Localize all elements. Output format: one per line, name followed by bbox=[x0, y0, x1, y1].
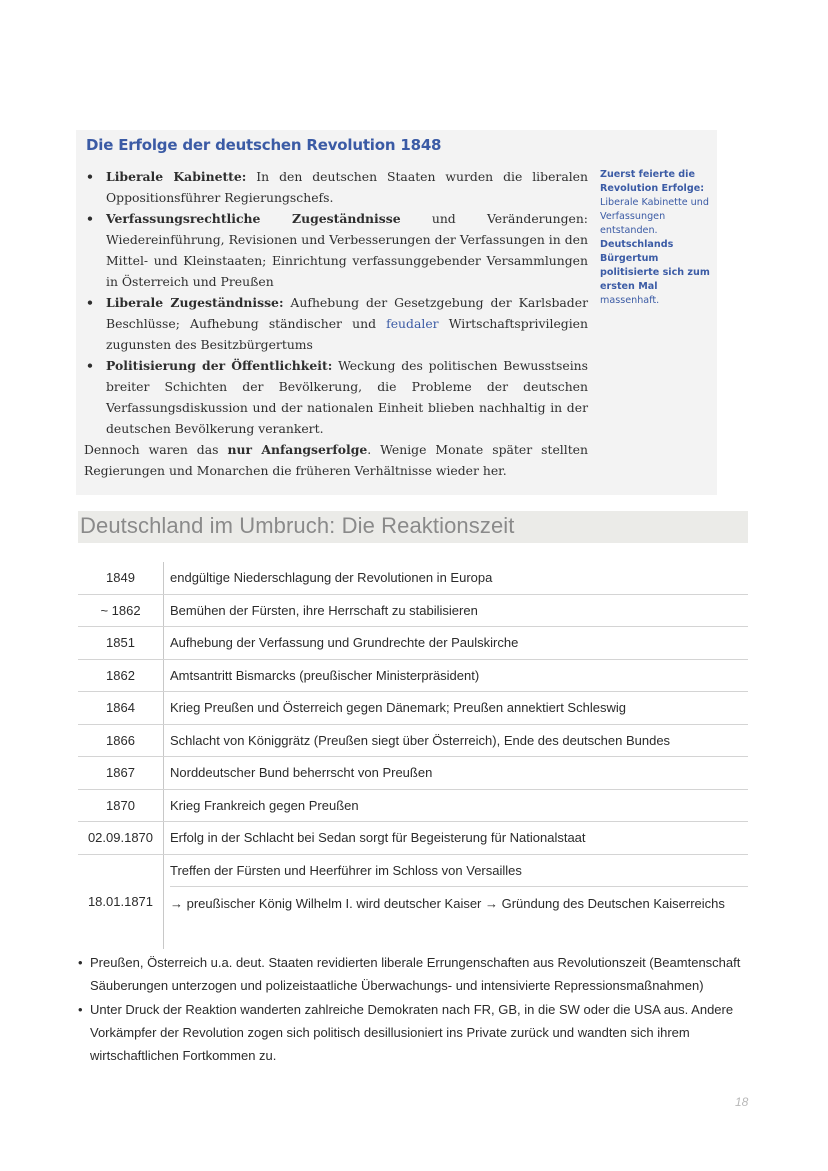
year-cell: 1862 bbox=[78, 660, 164, 692]
textbook-excerpt bbox=[76, 130, 717, 495]
table-row bbox=[78, 595, 748, 628]
table-row bbox=[78, 855, 748, 949]
table-row bbox=[78, 627, 748, 660]
section-title: Deutschland im Umbruch: Die Reaktionszeit bbox=[80, 513, 515, 538]
year-cell: 1849 bbox=[78, 562, 164, 594]
event-cell: Schlacht von Königgrätz (Preußen siegt über Österreich), Ende des deutschen Bundes bbox=[170, 732, 671, 748]
year-cell: ~ 1862 bbox=[78, 595, 164, 627]
event-cell: Amtsantritt Bismarcks (preußischer Ministerpräsident) bbox=[170, 667, 480, 683]
excerpt-item: • Liberale Zugeständnisse: Aufhebung der Gesetzgebung der Karlsbader Beschlüsse; Aufhebung ständischer und feudaler Wirtschaftsprivilegien zugunsten des Besitzbürgertums bbox=[86, 295, 588, 352]
year-cell: 1864 bbox=[78, 692, 164, 724]
excerpt-term: Politisierung der Öffentlichkeit: bbox=[106, 358, 333, 373]
table-row bbox=[78, 757, 748, 790]
year-cell: 1867 bbox=[78, 757, 164, 789]
excerpt-title: Die Erfolge der deutschen Revolution 1848 bbox=[86, 136, 442, 154]
margin-note: Zuerst feierte die Revolution Erfolge: Liberale Kabinette und Verfassungen entstanden. Deutschlands Bürgertum politisierte sich zum ersten Mal massenhaft. bbox=[600, 169, 710, 306]
event-cell: Aufhebung der Verfassung und Grundrechte der Paulskirche bbox=[170, 635, 519, 650]
year-cell: 1851 bbox=[78, 627, 164, 659]
glossary-link-feudaler: feudaler bbox=[386, 316, 439, 331]
event-cell: Treffen der Fürsten und Heerführer im Schloss von Versailles bbox=[170, 855, 748, 887]
excerpt-item: • Politisierung der Öffentlichkeit: Weckung des politischen Bewusstseins breiter Schichten der Bevölkerung, die Probleme der deutschen Verfassungsdiskussion und der nationalen Einheit blieben nachhaltig in der deutschen Bevölkerung verankert. bbox=[86, 358, 588, 436]
excerpt-term: Verfassungsrechtliche Zugeständnisse bbox=[106, 211, 401, 226]
table-row bbox=[78, 660, 748, 693]
year-cell: 1870 bbox=[78, 790, 164, 822]
event-cell: endgültige Niederschlagung der Revolutionen in Europa bbox=[170, 570, 493, 585]
table-row bbox=[78, 790, 748, 823]
excerpt-term: Liberale Kabinette: bbox=[106, 169, 247, 184]
bullet-icon: • bbox=[78, 955, 83, 970]
page-number: 18 bbox=[735, 1095, 749, 1109]
summary-notes bbox=[78, 951, 748, 1068]
table-row bbox=[78, 725, 748, 758]
event-cell: Bemühen der Fürsten, ihre Herrschaft zu stabilisieren bbox=[170, 602, 478, 618]
timeline-table bbox=[78, 562, 748, 949]
event-cell: Norddeutscher Bund beherrscht von Preußen bbox=[170, 765, 433, 780]
list-item: • Preußen, Österreich u.a. deut. Staaten revidierten liberale Errungenschaften aus Revolutionszeit (Beamtenschaft Säuberungen unterzogen und polizeistaatliche Überwachungs- und intensivierte Repressionsmaßnahmen) bbox=[78, 951, 748, 997]
excerpt-body bbox=[84, 166, 588, 481]
table-row bbox=[78, 562, 748, 595]
excerpt-item: • Liberale Kabinette: In den deutschen Staaten wurden die liberalen Oppositionsführer Regierungschefs. bbox=[86, 169, 588, 205]
year-cell: 02.09.1870 bbox=[78, 822, 164, 854]
event-cell: Krieg Preußen und Österreich gegen Dänemark; Preußen annektiert Schleswig bbox=[170, 700, 626, 715]
excerpt-item: • Verfassungsrechtliche Zugeständnisse und Veränderungen: Wiedereinführung, Revisionen und Verbesserungen der Verfassungen in den Mittel- und Kleinstaaten; Einrichtung verfassunggebender Versammlungen in Österreich und Preußen bbox=[86, 211, 588, 289]
excerpt-term: Liberale Zugeständnisse: bbox=[106, 295, 284, 310]
table-row bbox=[78, 692, 748, 725]
event-cell: Erfolg in der Schlacht bei Sedan sorgt für Begeisterung für Nationalstaat bbox=[170, 830, 586, 845]
event-cell: Krieg Frankreich gegen Preußen bbox=[170, 797, 359, 813]
table-row bbox=[78, 822, 748, 855]
year-cell: 18.01.1871 bbox=[78, 855, 164, 949]
section-heading bbox=[78, 511, 748, 543]
excerpt-closing: Dennoch waren das nur Anfangserfolge. Wenige Monate später stellten Regierungen und Monarchen die früheren Verhältnisse wieder her. bbox=[84, 442, 588, 478]
list-item: • Unter Druck der Reaktion wanderten zahlreiche Demokraten nach FR, GB, in die SW oder die USA aus. Andere Vorkämpfer der Revolution zogen sich politisch desillusioniert ins Private zurück und wandten sich ihrem wirtschaftlichen Fortkommen zu. bbox=[78, 998, 748, 1067]
event-cell: → preußischer König Wilhelm I. wird deutscher Kaiser → Gründung des Deutschen Kaiserreichs bbox=[170, 895, 725, 911]
year-cell: 1866 bbox=[78, 725, 164, 757]
bullet-icon: • bbox=[78, 1002, 83, 1017]
